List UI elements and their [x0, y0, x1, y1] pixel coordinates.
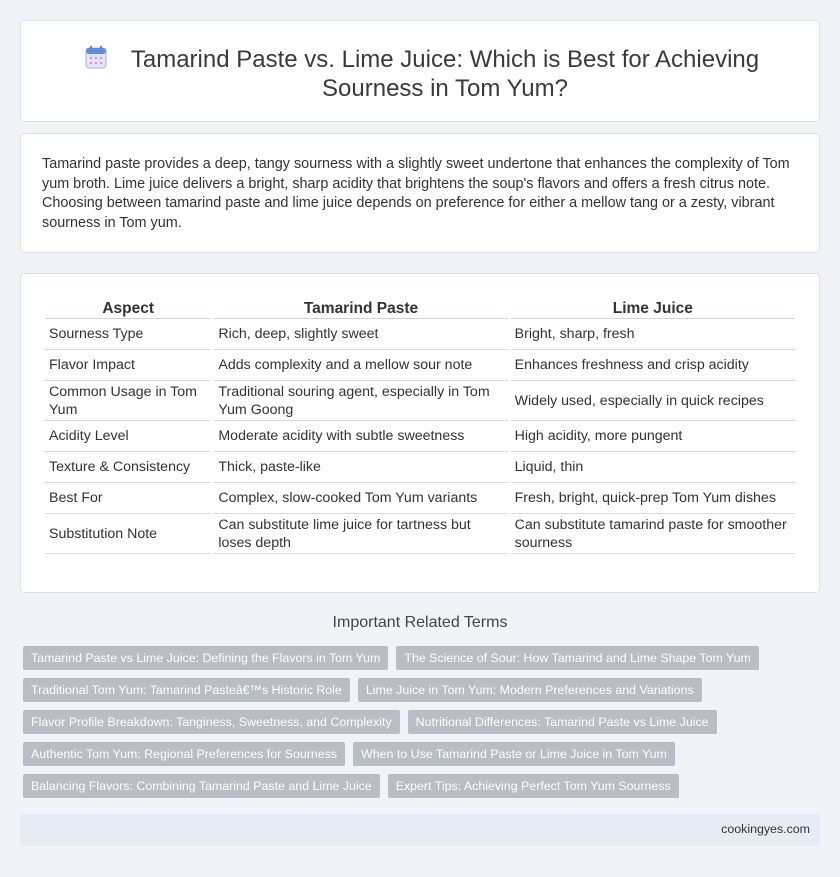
table-cell: Common Usage in Tom Yum — [45, 381, 211, 421]
table-cell: Acidity Level — [45, 421, 211, 452]
intro-card — [20, 133, 820, 253]
related-term-tag[interactable]: Lime Juice in Tom Yum: Modern Preferences and Variations — [358, 678, 702, 702]
table-cell: Moderate acidity with subtle sweetness — [214, 421, 507, 452]
table-cell: Rich, deep, slightly sweet — [214, 319, 507, 350]
table-cell: Traditional souring agent, especially in Tom Yum Goong — [214, 381, 507, 421]
table-cell: High acidity, more pungent — [511, 421, 795, 452]
table-cell: Flavor Impact — [45, 350, 211, 381]
page-title: Tamarind Paste vs. Lime Juice: Which is Best for Achieving Sourness in Tom Yum? — [130, 46, 760, 102]
table-row — [45, 514, 795, 554]
related-term-tag[interactable]: Tamarind Paste vs Lime Juice: Defining the Flavors in Tom Yum — [23, 646, 388, 670]
tag-row — [23, 742, 813, 766]
related-term-tag[interactable]: The Science of Sour: How Tamarind and Lime Shape Tom Yum — [396, 646, 758, 670]
table-cell: Widely used, especially in quick recipes — [511, 381, 795, 421]
column-header-tamarind: Tamarind Paste — [214, 296, 507, 319]
table-row — [45, 319, 795, 350]
column-header-aspect: Aspect — [45, 296, 211, 319]
table-row — [45, 381, 795, 421]
intro-paragraph: Tamarind paste provides a deep, tangy sourness with a slightly sweet undertone that enhances the complexity of Tom yum broth. Lime juice delivers a bright, sharp acidity that brightens the soup's flavors and offers a fresh citrus note. Choosing between tamarind paste and lime juice depends on preference for either a mellow tang or a zesty, vibrant sourness in Tom yum. — [42, 156, 790, 231]
table-cell: Complex, slow-cooked Tom Yum variants — [214, 483, 507, 514]
table-cell: Sourness Type — [45, 319, 211, 350]
table-row — [45, 483, 795, 514]
related-term-tag[interactable]: Traditional Tom Yum: Tamarind Pasteâ€™s Historic Role — [23, 678, 350, 702]
table-cell: Thick, paste-like — [214, 452, 507, 483]
related-term-tag[interactable]: When to Use Tamarind Paste or Lime Juice in Tom Yum — [353, 742, 675, 766]
related-term-tag[interactable]: Flavor Profile Breakdown: Tanginess, Sweetness, and Complexity — [23, 710, 400, 734]
table-row — [45, 421, 795, 452]
tag-row — [23, 678, 813, 702]
tag-row — [23, 710, 813, 734]
table-cell: Texture & Consistency — [45, 452, 211, 483]
table-cell: Can substitute tamarind paste for smoother sourness — [511, 514, 795, 554]
related-term-tag[interactable]: Balancing Flavors: Combining Tamarind Paste and Lime Juice — [23, 774, 380, 798]
comparison-table — [42, 296, 798, 554]
table-row — [45, 452, 795, 483]
table-cell: Fresh, bright, quick-prep Tom Yum dishes — [511, 483, 795, 514]
table-cell: Substitution Note — [45, 514, 211, 554]
table-cell: Liquid, thin — [511, 452, 795, 483]
tag-row — [23, 646, 813, 670]
footer-site-link[interactable]: cookingyes.com — [721, 822, 810, 836]
table-cell: Enhances freshness and crisp acidity — [511, 350, 795, 381]
related-term-tag[interactable]: Authentic Tom Yum: Regional Preferences for Sourness — [23, 742, 345, 766]
tag-row — [23, 774, 813, 798]
table-cell: Can substitute lime juice for tartness but loses depth — [214, 514, 507, 554]
table-cell: Adds complexity and a mellow sour note — [214, 350, 507, 381]
footer — [20, 814, 820, 846]
table-cell: Best For — [45, 483, 211, 514]
column-header-lime: Lime Juice — [511, 296, 795, 319]
related-term-tag[interactable]: Nutritional Differences: Tamarind Paste vs Lime Juice — [408, 710, 717, 734]
related-terms-list — [23, 646, 813, 806]
related-term-tag[interactable]: Expert Tips: Achieving Perfect Tom Yum Sourness — [388, 774, 679, 798]
related-terms-heading: Important Related Terms — [332, 614, 508, 631]
table-cell: Bright, sharp, fresh — [511, 319, 795, 350]
header-card — [20, 20, 820, 122]
comparison-card — [20, 273, 820, 593]
table-row — [45, 350, 795, 381]
